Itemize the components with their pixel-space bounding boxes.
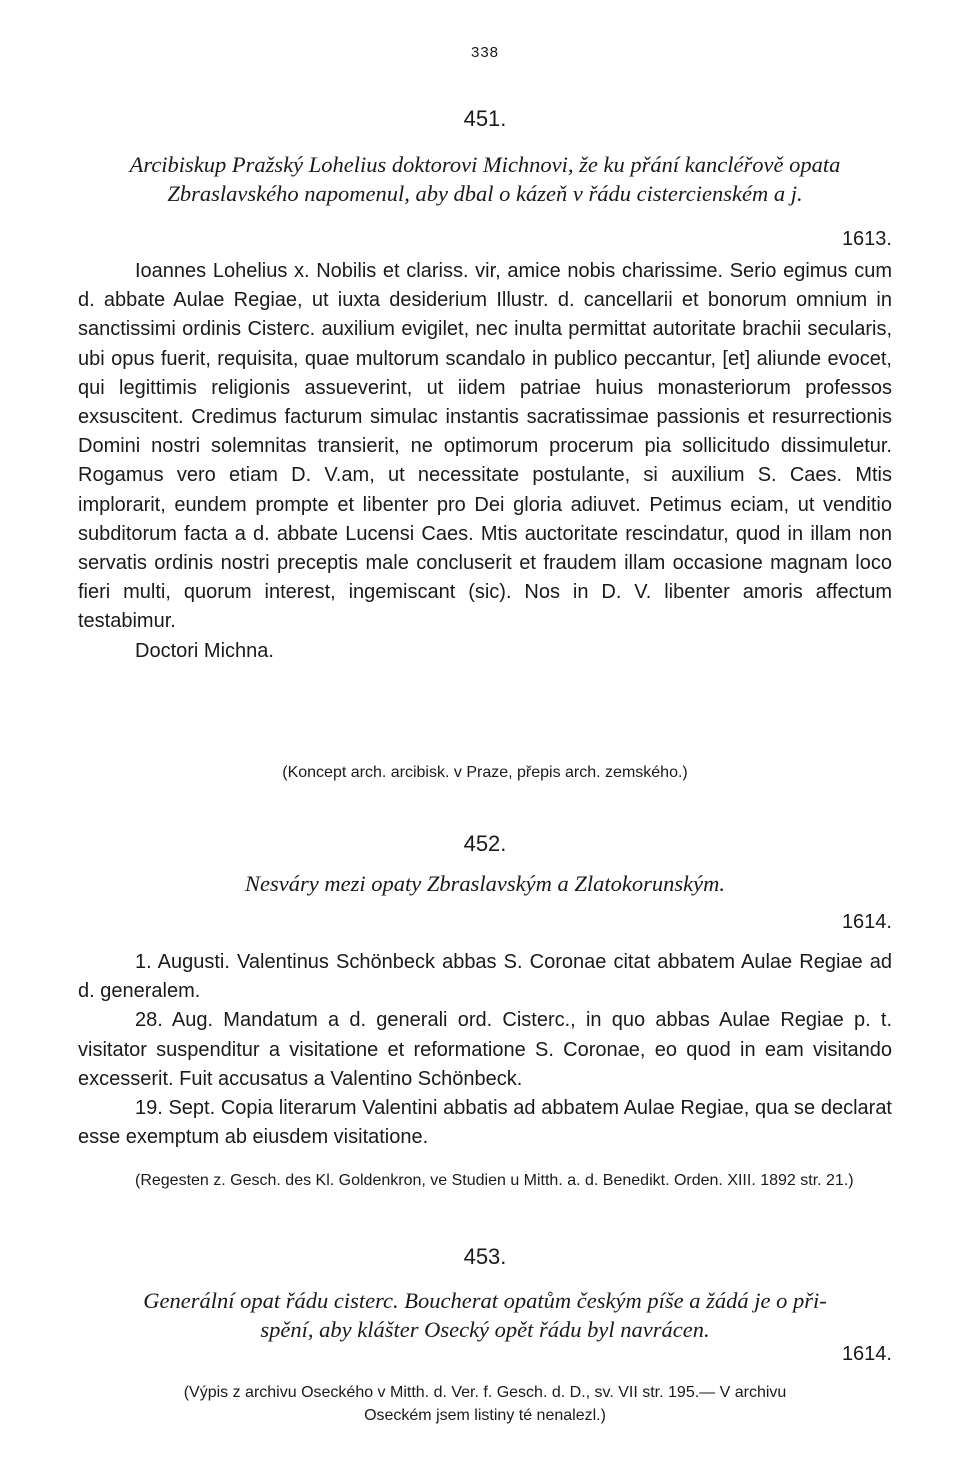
document-heading-451 — [78, 150, 892, 208]
heading-line: Nesváry mezi opaty Zbraslavským a Zlatokorunským. — [245, 871, 725, 896]
body-paragraph: 1. Augusti. Valentinus Schönbeck abbas S. Coronae citat abbatem Aulae Regiae ad d. generalem. — [78, 951, 892, 1003]
note-line: (Výpis z archivu Oseckého v Mitth. d. Ver. f. Gesch. d. D., sv. VII str. 195.— V archivu — [183, 1384, 787, 1401]
note-text: (Regesten z. Gesch. des Kl. Goldenkron, ve Studien u Mitth. a. d. Benedikt. Orden. XIII. 1892 str. 21.) — [135, 1172, 854, 1189]
body-paragraph: Ioannes Lohelius x. Nobilis et clariss. vir, amice nobis charissime. Serio egimus cum d. abbate Aulae Regiae, ut iuxta desiderium Illustr. d. cancellarii et bonorum omnium in sanctissimi ordinis Cisterc. auxilium evigilet, nec inulta permittat autoritate brachii secularis, ubi opus fuerit, requisita, quae multorum scandalo in publico peccantur, [et] aliunde evocet, qui legittimis religionis assueverint, ut iidem patriae huius monasteriorum professos exsuscitent. Credimus facturum simulac instantis sacratissimae passionis et resurrectionis Domini nostri solemnitas transierit, ne optimorum procerum pia sollicitudo dissimuletur. Rogamus vero etiam D. V.am, ut necessitate postulante, si auxilium S. Caes. Mtis implorarit, eundem prompte et libenter pro Dei gloria adiuvet. Petimus eciam, ut venditio subditorum facta a d. abbate Lucensi Caes. Mtis auctoritate rescindatur, quod in illam non servatis ordinis nostri preceptis male concluserit et fraudem illam occasione magnam loco fieri multi, quorum interest, ingemiscant (sic). Nos in D. V. libenter amoris affectum testabimur. — [78, 260, 892, 633]
document-body-452 — [78, 948, 892, 1152]
document-heading-452 — [78, 869, 892, 898]
document-number-451: 451. — [463, 106, 507, 131]
body-paragraph: Doctori Michna. — [135, 639, 274, 662]
heading-line: Arcibiskup Pražský Lohelius doktorovi Michnovi, že ku přání kancléřově opata — [129, 152, 841, 177]
document-number-453: 453. — [463, 1244, 507, 1269]
source-note-453 — [78, 1381, 892, 1427]
heading-line: Zbraslavského napomenul, aby dbal o kázeň v řádu cistercienském a j. — [167, 181, 803, 206]
heading-line: spění, aby klášter Osecký opět řádu byl navrácen. — [260, 1317, 710, 1342]
source-note-451: (Koncept arch. arcibisk. v Praze, přepis arch. zemského.) — [282, 764, 688, 781]
note-line: Oseckém jsem listiny té nenalezl.) — [364, 1407, 606, 1424]
page-number: 338 — [470, 44, 500, 61]
heading-line: Generální opat řádu cisterc. Boucherat opatům českým píše a žádá je o při- — [143, 1288, 827, 1313]
document-heading-453 — [78, 1286, 892, 1344]
source-note-452 — [78, 1169, 892, 1192]
document-number-452: 452. — [463, 831, 507, 856]
body-paragraph: 19. Sept. Copia literarum Valentini abbatis ad abbatem Aulae Regiae, qua se declarat esse exemptum ab eiusdem visitatione. — [78, 1097, 892, 1149]
document-date-452: 1614. — [841, 911, 892, 933]
document-date-451: 1613. — [841, 228, 892, 250]
document-date-453: 1614. — [841, 1343, 892, 1365]
body-paragraph: 28. Aug. Mandatum a d. generali ord. Cisterc., in quo abbas Aulae Regiae p. t. visitator suspenditur a visitatione et reformatione S. Coronae, eo quod in eam visitando excesserit. Fuit accusatus a Valentino Schönbeck. — [78, 1009, 892, 1090]
document-body-451 — [78, 257, 892, 666]
